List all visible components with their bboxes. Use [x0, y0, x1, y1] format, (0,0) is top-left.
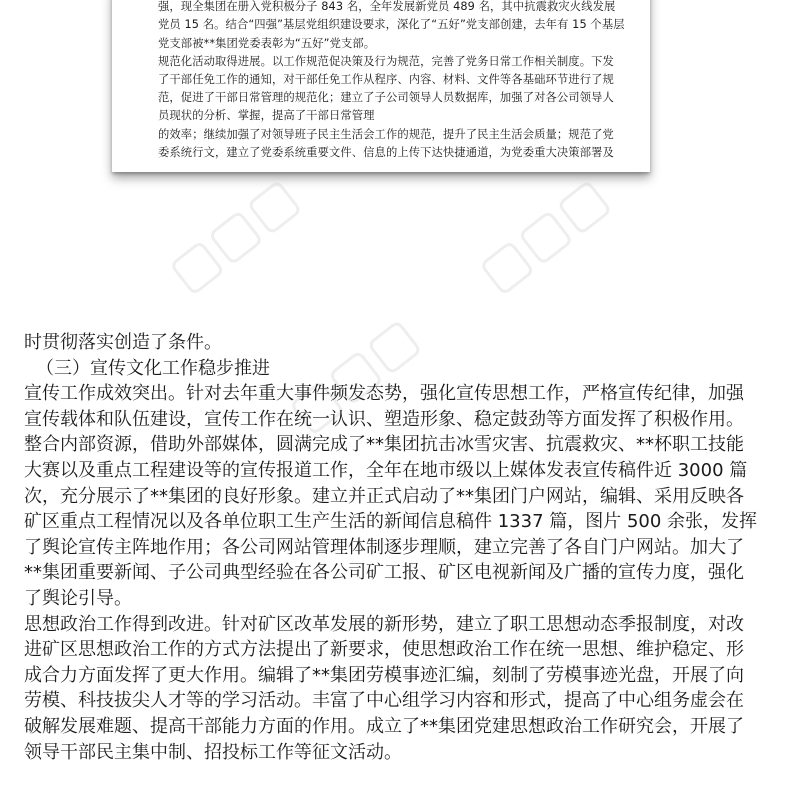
snippet-line: 的效率；继续加强了对领导班子民主生活会工作的规范，提升了民主生活会质量；规范了党 — [158, 127, 614, 141]
paragraph-line: 劳模、科技拔尖人才等的学习活动。丰富了中心组学习内容和形式，提高了中心组务虚会在 — [24, 690, 744, 712]
snippet-line: 范，促进了干部日常管理的规范化；建立了子公司领导人员数据库，加强了对各公司领导人 — [158, 91, 614, 105]
paragraph-line: 领导干部民主集中制、招投标工作等征文活动。 — [24, 741, 402, 763]
paragraph-line: 宣传工作成效突出。针对去年重大事件频发态势，强化宣传思想工作，严格宣传纪律，加强 — [24, 383, 744, 405]
paragraph-line: 时贯彻落实创造了条件。 — [24, 332, 222, 353]
watermark-logo: ▢▢▢ — [277, 305, 431, 445]
snippet-line: 规范化活动取得进展。以工作规范促决策及行为规范，完善了党务日常工作相关制度。下发 — [158, 54, 614, 68]
document-page-snippet — [112, 0, 650, 172]
main-text-block — [24, 330, 794, 765]
paragraph-line: 矿区重点工程情况以及各单位职工生产生活的新闻信息稿件 1337 篇，图片 500 余张，发挥 — [24, 511, 758, 533]
snippet-line: 党员 15 名。结合“四强”基层党组织建设要求，深化了“五好”党支部创建，去年有 15 个基层 — [158, 18, 625, 32]
paragraph-line: 大赛以及重点工程建设等的宣传报道工作，全年在地市级以上媒体发表宣传稿件近 3000 篇 — [24, 459, 748, 481]
paragraph-line: 了舆论宣传主阵地作用；各公司网站管理体制逐步理顺，建立完善了各自门户网站。加大了 — [24, 536, 744, 558]
paragraph-line: 破解发展难题、提高干部能力方面的作用。成立了**集团党建思想政治工作研究会，开展了 — [24, 715, 744, 737]
watermark-logo: ▢▢▢ — [157, 165, 311, 305]
snippet-line: 强，现全集团在册入党积极分子 843 名，全年发展新党员 489 名，其中抗震救灾火线发展 — [158, 0, 616, 14]
watermark-logo: ▢▢▢ — [467, 165, 621, 305]
paragraph-line: 了舆论引导。 — [24, 587, 132, 609]
paragraph-line: 成合力方面发挥了更大作用。编辑了**集团劳模事迹汇编，刻制了劳模事迹光盘，开展了向 — [24, 664, 744, 686]
section-heading: （三）宣传文化工作稳步推进 — [36, 357, 270, 379]
paragraph-line: 进矿区思想政治工作的方式方法提出了新要求，使思想政治工作在统一思想、维护稳定、形 — [24, 639, 744, 661]
paragraph-line: 整合内部资源，借助外部媒体，圆满完成了**集团抗击冰雪灾害、抗震救灾、**杯职工技能 — [24, 434, 744, 456]
snippet-line: 党支部被**集团党委表彰为“五好”党支部。 — [158, 36, 376, 50]
paragraph-line: **集团重要新闻、子公司典型经验在各公司矿工报、矿区电视新闻及广播的宣传力度，强化 — [24, 562, 744, 584]
snippet-line: 委系统行文，建立了党委系统重要文件、信息的上传下达快捷通道，为党委重大决策部署及 — [158, 145, 614, 159]
snippet-line: 员现状的分析、掌握，提高了干部日常管理 — [158, 109, 375, 123]
paragraph-line: 宣传载体和队伍建设，宣传工作在统一认识、塑造形象、稳定鼓劲等方面发挥了积极作用。 — [24, 408, 744, 430]
paragraph-line: 思想政治工作得到改进。针对矿区改革发展的新形势，建立了职工思想动态季报制度，对改 — [24, 613, 744, 635]
snippet-text-block — [158, 0, 648, 162]
snippet-line: 了干部任免工作的通知，对干部任免工作从程序、内容、材料、文件等各基础环节进行了规 — [158, 72, 614, 86]
paragraph-line: 次，充分展示了**集团的良好形象。建立并正式启动了**集团门户网站，编辑、采用反映各 — [24, 485, 744, 507]
